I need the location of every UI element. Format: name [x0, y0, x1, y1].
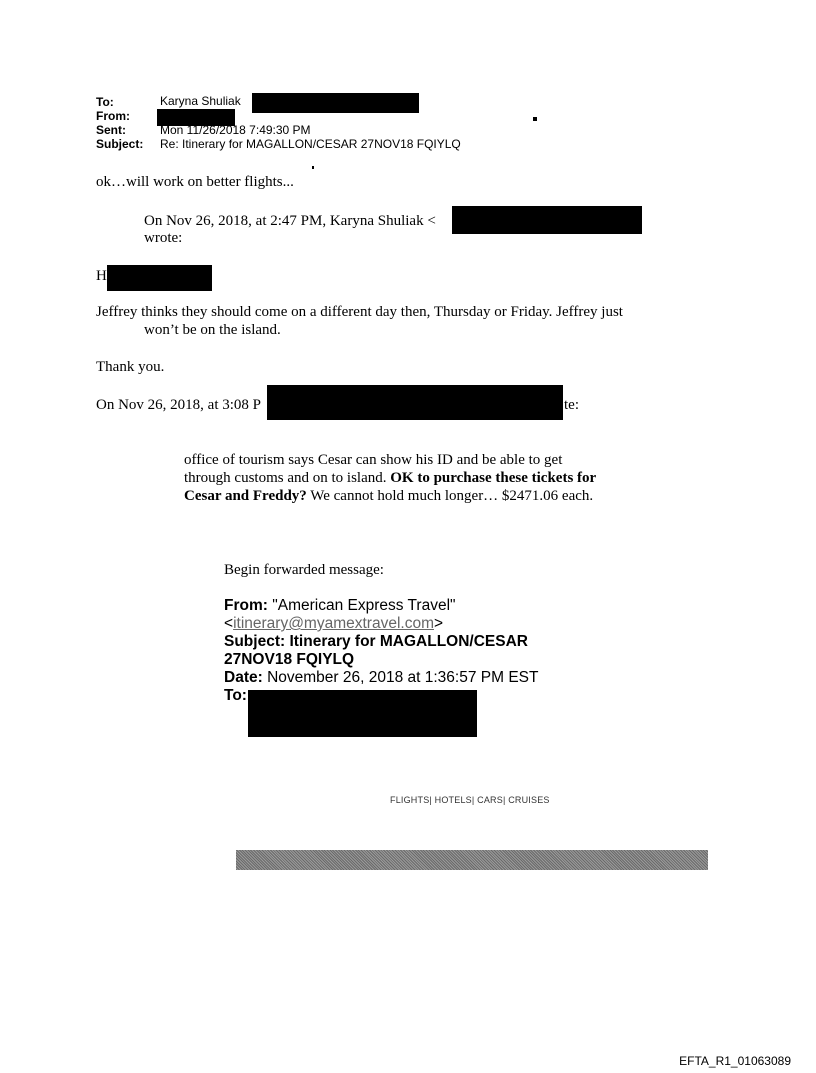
fwd-date-value: November 26, 2018 at 1:36:57 PM EST — [262, 669, 539, 686]
redaction-fwd-to — [248, 690, 477, 737]
fwd-subject-line2: 27NOV18 FQIYLQ — [224, 651, 355, 668]
fwd-from-label: From: — [224, 597, 268, 614]
inner-line2-plain: through customs and on to island. — [184, 470, 391, 486]
nav-sep: | — [429, 795, 435, 805]
inner-line3-bold: Cesar and Freddy? — [184, 488, 307, 504]
inner-line3-plain: We cannot hold much longer… $2471.06 each. — [306, 488, 594, 504]
subject-value: Re: Itinerary for MAGALLON/CESAR 27NOV18 FQIYLQ — [160, 137, 461, 151]
quote2-start: On Nov 26, 2018, at 3:08 P — [96, 397, 261, 413]
fwd-date-label: Date: — [224, 669, 263, 686]
jeffrey-line1: Jeffrey thinks they should come on a different day then, Thursday or Friday. Jeffrey just — [96, 304, 623, 320]
nav-hotels[interactable]: HOTELS — [434, 795, 472, 805]
nav-cars[interactable]: CARS — [477, 795, 503, 805]
header-to-row — [96, 96, 114, 109]
to-value: Karyna Shuliak — [160, 94, 241, 108]
fwd-to-label: To: — [224, 687, 247, 704]
travel-nav — [390, 795, 550, 805]
begin-forwarded: Begin forwarded message: — [224, 562, 384, 578]
redaction-dot — [533, 117, 537, 121]
nav-flights[interactable]: FLIGHTS — [390, 795, 430, 805]
redaction-quote1-email — [452, 206, 642, 234]
fwd-from-row — [224, 597, 456, 615]
quote2-end: te: — [564, 397, 579, 413]
nav-cruises[interactable]: CRUISES — [508, 795, 550, 805]
inner-line2-bold: OK to purchase these tickets for — [390, 470, 597, 486]
redaction-greeting-name — [107, 265, 212, 291]
to-label: To: — [96, 95, 114, 109]
email-close-bracket: > — [433, 615, 444, 632]
nav-sep: | — [502, 795, 509, 805]
inner-line1: office of tourism says Cesar can show his ID and be able to get — [184, 452, 563, 468]
subject-label: Subject: — [96, 137, 144, 151]
email-open-bracket: < — [224, 615, 234, 632]
stray-mark — [312, 166, 314, 169]
jeffrey-line2: won’t be on the island. — [144, 322, 281, 338]
fwd-subject-line1: Subject: Itinerary for MAGALLON/CESAR — [224, 633, 528, 650]
quote1-line2: wrote: — [144, 230, 183, 246]
fwd-email-row — [224, 615, 443, 633]
fwd-from-value: "American Express Travel" — [267, 597, 456, 614]
sent-value: Mon 11/26/2018 7:49:30 PM — [160, 123, 311, 137]
fwd-email-link[interactable]: itinerary@myamextravel.com — [233, 615, 434, 632]
greeting: H — [96, 268, 107, 284]
quote1-line1: On Nov 26, 2018, at 2:47 PM, Karyna Shuliak < — [144, 213, 436, 229]
inner-line2 — [184, 469, 596, 487]
fwd-date-row — [224, 669, 538, 687]
from-label: From: — [96, 109, 130, 123]
inner-line3 — [184, 487, 593, 505]
sent-label: Sent: — [96, 123, 126, 137]
hatched-banner — [236, 850, 708, 870]
reply-line: ok…will work on better flights... — [96, 174, 294, 190]
nav-sep: | — [471, 795, 478, 805]
thanks-line: Thank you. — [96, 359, 165, 375]
redaction-to-email — [252, 93, 419, 113]
redaction-quote2-sender — [267, 385, 563, 420]
document-id: EFTA_R1_01063089 — [679, 1054, 791, 1068]
